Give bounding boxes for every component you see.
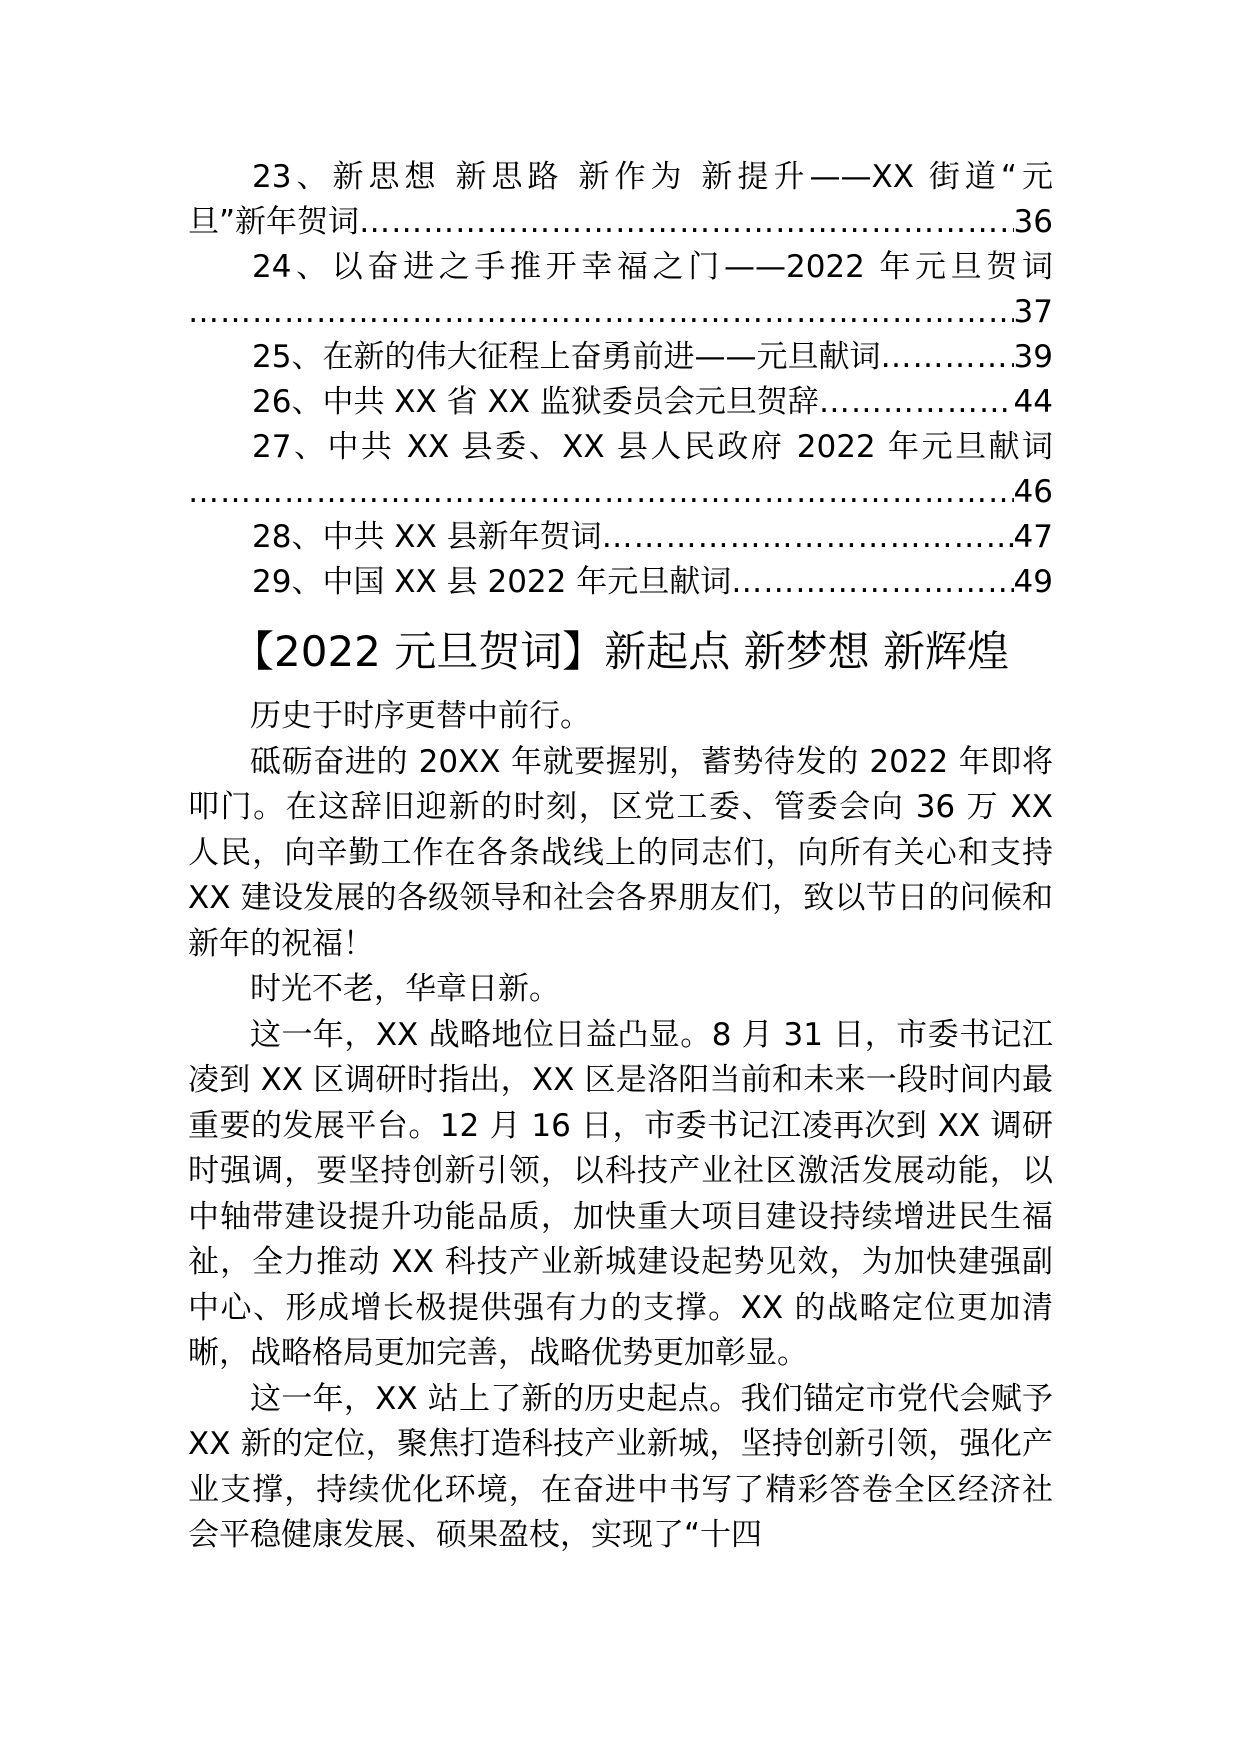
toc-entry-29[interactable] bbox=[188, 560, 1053, 605]
dot-leader bbox=[188, 290, 1014, 335]
toc-page-number: 37 bbox=[1013, 294, 1053, 330]
toc-entry-23[interactable] bbox=[188, 155, 1053, 245]
toc-entry-25[interactable] bbox=[188, 335, 1053, 380]
toc-entry-26[interactable] bbox=[188, 380, 1053, 425]
dot-leader bbox=[188, 470, 1014, 515]
paragraph: 这一年，XX 战略地位日益凸显。8 月 31 日，市委书记江凌到 XX 区调研时指出，XX 区是洛阳当前和未来一段时间内最重要的发展平台。12 月 16 日，市委书记江凌再次到 XX 调研时强调，要坚持创新引领，以科技产业社区激活发展动能，以中轴带建设提升功能品质，加快重大项目建设持续增进民生福祉，全力推动 XX 科技产业新城建设起势见效，为加快建强副中心、形成增长极提供强有力的支撑。XX 的战略定位更加清晰，战略格局更加完善，战略优势更加彰显。 bbox=[188, 1016, 1053, 1371]
dot-leader bbox=[359, 200, 1013, 245]
toc-entry-text: 25、在新的伟大征程上奋勇前进——元旦献词 bbox=[252, 339, 881, 375]
dot-leader bbox=[880, 335, 1013, 380]
toc-entry-text: 24、以奋进之手推开幸福之门——2022 年元旦贺词 bbox=[252, 249, 1053, 285]
toc-entry-text: 29、中国 XX 县 2022 年元旦献词 bbox=[252, 564, 732, 600]
paragraph: 这一年，XX 站上了新的历史起点。我们锚定市党代会赋予 XX 新的定位，聚焦打造科技产业新城，坚持创新引领，强化产业支撑，持续优化环境，在奋进中书写了精彩答卷全区经济社会平稳健康发展、硕果盈枝，实现了“十四 bbox=[188, 1380, 1053, 1553]
toc-entry-text: 26、中共 XX 省 XX 监狱委员会元旦贺辞 bbox=[252, 384, 819, 420]
article-title: 【2022 元旦贺词】新起点 新梦想 新辉煌 bbox=[232, 627, 1009, 676]
toc-entry-27[interactable] bbox=[188, 425, 1053, 515]
toc-entry-24[interactable] bbox=[188, 245, 1053, 335]
paragraph: 历史于时序更替中前行。 bbox=[250, 698, 591, 734]
toc-entry-28[interactable] bbox=[188, 515, 1053, 560]
toc-page-number: 49 bbox=[1013, 564, 1053, 600]
paragraph: 砥砺奋进的 20XX 年就要握别，蓄势待发的 2022 年即将叩门。在这辞旧迎新的时刻，区党工委、管委会向 36 万 XX 人民，向辛勤工作在各条战线上的同志们，向所有关心和支持 XX 建设发展的各级领导和社会各界朋友们，致以节日的问候和新年的祝福！ bbox=[188, 743, 1053, 962]
toc-page-number: 47 bbox=[1013, 519, 1053, 555]
toc-entry-text: 23、新思想 新思路 新作为 新提升——XX 街道“元 bbox=[252, 159, 1053, 195]
toc-entry-text-continued: 旦”新年贺词 bbox=[188, 204, 360, 240]
paragraph: 时光不老，华章日新。 bbox=[250, 971, 560, 1007]
toc-page-number: 46 bbox=[1013, 474, 1053, 510]
toc-entry-text: 28、中共 XX 县新年贺词 bbox=[252, 519, 602, 555]
table-of-contents bbox=[188, 155, 1053, 605]
toc-page-number: 39 bbox=[1013, 339, 1053, 375]
dot-leader bbox=[602, 515, 1014, 560]
dot-leader bbox=[731, 560, 1013, 605]
toc-page-number: 44 bbox=[1013, 384, 1053, 420]
article-body bbox=[188, 694, 1053, 1559]
toc-page-number: 36 bbox=[1013, 204, 1053, 240]
dot-leader bbox=[819, 380, 1014, 425]
toc-entry-text: 27、中共 XX 县委、XX 县人民政府 2022 年元旦献词 bbox=[252, 429, 1053, 465]
